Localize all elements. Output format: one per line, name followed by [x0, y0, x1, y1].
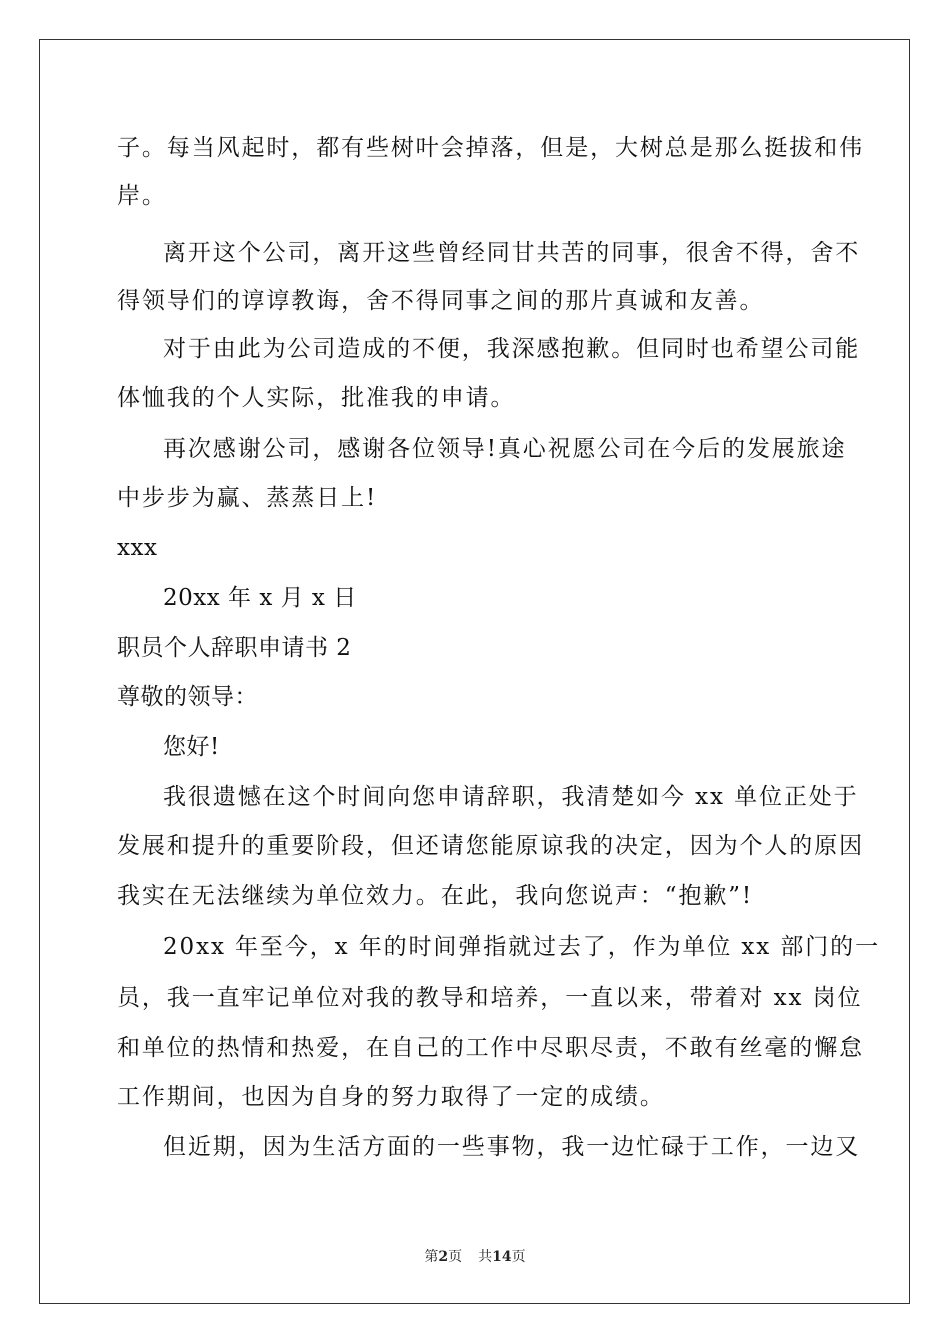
paragraph-line: 再次感谢公司，感谢各位领导!真心祝愿公司在今后的发展旅途 [163, 436, 847, 462]
paragraph-line: 和单位的热情和热爱，在自己的工作中尽职尽责，不敢有丝毫的懈怠 [117, 1035, 864, 1061]
paragraph-line: 岸。 [117, 183, 167, 209]
total-suffix: 页 [511, 1249, 526, 1265]
greeting: 您好! [163, 734, 220, 760]
current-page-number: 2 [438, 1249, 449, 1265]
page-prefix: 第 [424, 1249, 439, 1265]
total-prefix: 共 [478, 1249, 493, 1265]
paragraph-line: 我很遗憾在这个时间向您申请辞职，我清楚如今 xx 单位正处于 [163, 784, 859, 810]
paragraph-line: 20xx 年至今，x 年的时间弹指就过去了，作为单位 xx 部门的一 [163, 934, 880, 960]
page-suffix: 页 [448, 1249, 463, 1265]
paragraph-line: 发展和提升的重要阶段，但还请您能原谅我的决定，因为个人的原因 [117, 833, 864, 859]
paragraph-line: 工作期间，也因为自身的努力取得了一定的成绩。 [117, 1084, 665, 1110]
page-footer [0, 1248, 950, 1266]
section-title: 职员个人辞职申请书 2 [117, 635, 352, 661]
paragraph-line: 对于由此为公司造成的不便，我深感抱歉。但同时也希望公司能 [163, 336, 861, 362]
paragraph-line: 体恤我的个人实际，批准我的申请。 [117, 385, 516, 411]
paragraph-line: 得领导们的谆谆教诲，舍不得同事之间的那片真诚和友善。 [117, 288, 765, 314]
paragraph-line: 但近期，因为生活方面的一些事物，我一边忙碌于工作，一边又 [163, 1134, 861, 1160]
paragraph-line: 离开这个公司，离开这些曾经同甘共苦的同事，很舍不得，舍不 [163, 240, 861, 266]
salutation: 尊敬的领导： [117, 684, 258, 710]
paragraph-line: 中步步为赢、蒸蒸日上! [117, 485, 378, 511]
paragraph-line: 我实在无法继续为单位效力。在此，我向您说声：“抱歉”! [117, 883, 754, 909]
page-border [39, 39, 910, 1304]
signature-date: 20xx 年 x 月 x 日 [163, 585, 357, 611]
total-page-count: 14 [492, 1249, 512, 1265]
paragraph-line: 子。每当风起时，都有些树叶会掉落，但是，大树总是那么挺拔和伟 [117, 135, 864, 161]
paragraph-line: 员，我一直牢记单位对我的教导和培养，一直以来，带着对 xx 岗位 [117, 985, 863, 1011]
signature-name: xxx [117, 535, 158, 561]
